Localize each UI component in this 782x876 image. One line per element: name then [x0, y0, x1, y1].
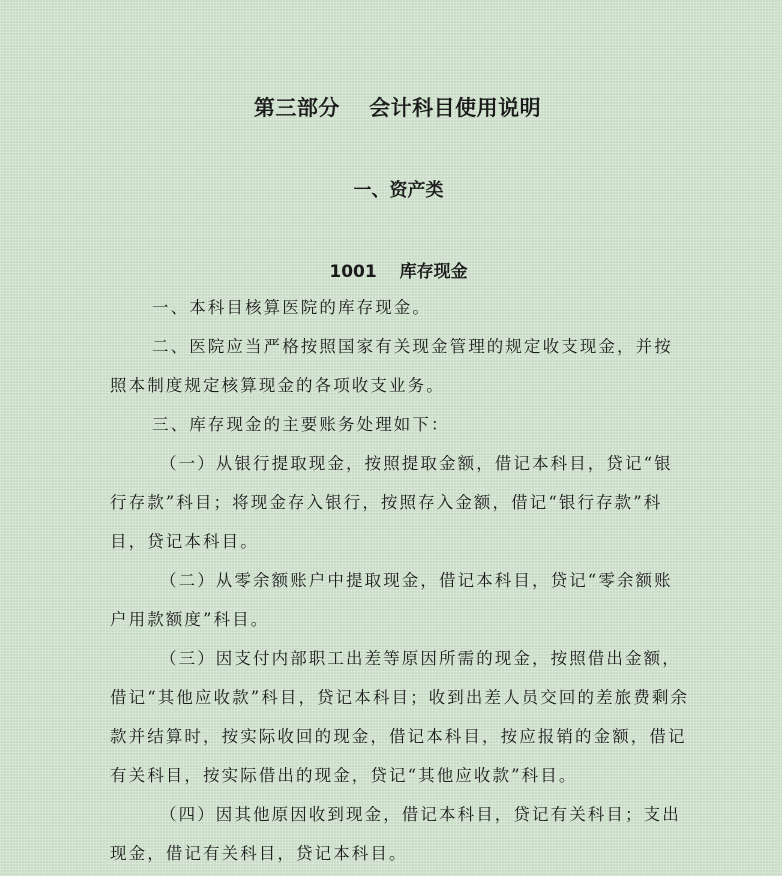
- paragraph-entry-3: （三）因支付内部职工出差等原因所需的现金，按照借出金额，借记“其他应收款”科目，贷记本科目；收到出差人员交回的差旅费剩余款并结算时，按实际收回的现金，借记本科目，按应报销的金额，借记有关科目，按实际借出的现金，贷记“其他应收款”科目。: [110, 649, 690, 785]
- part-title: 第三部分 会计科目使用说明: [253, 96, 542, 120]
- paragraph-scope: 一、本科目核算医院的库存现金。: [152, 298, 431, 317]
- paragraph-main-entries: 三、库存现金的主要账务处理如下：: [152, 415, 450, 434]
- paragraph-entry-4: （四）因其他原因收到现金，借记本科目，贷记有关科目；支出现金，借记有关科目，贷记本科目。: [110, 805, 681, 863]
- body-text: [110, 288, 690, 873]
- account-heading: 1001 库存现金: [329, 262, 468, 282]
- paragraph-entry-1: （一）从银行提取现金，按照提取金额，借记本科目，贷记“银行存款”科目；将现金存入银行，按照存入金额，借记“银行存款”科目，贷记本科目。: [110, 454, 673, 551]
- paragraph-management: 二、医院应当严格按照国家有关现金管理的规定收支现金，并按照本制度规定核算现金的各项收支业务。: [110, 337, 673, 395]
- category-heading: 一、资产类: [353, 180, 444, 201]
- paragraph-entry-2: （二）从零余额账户中提取现金，借记本科目，贷记“零余额账户用款额度”科目。: [110, 571, 673, 629]
